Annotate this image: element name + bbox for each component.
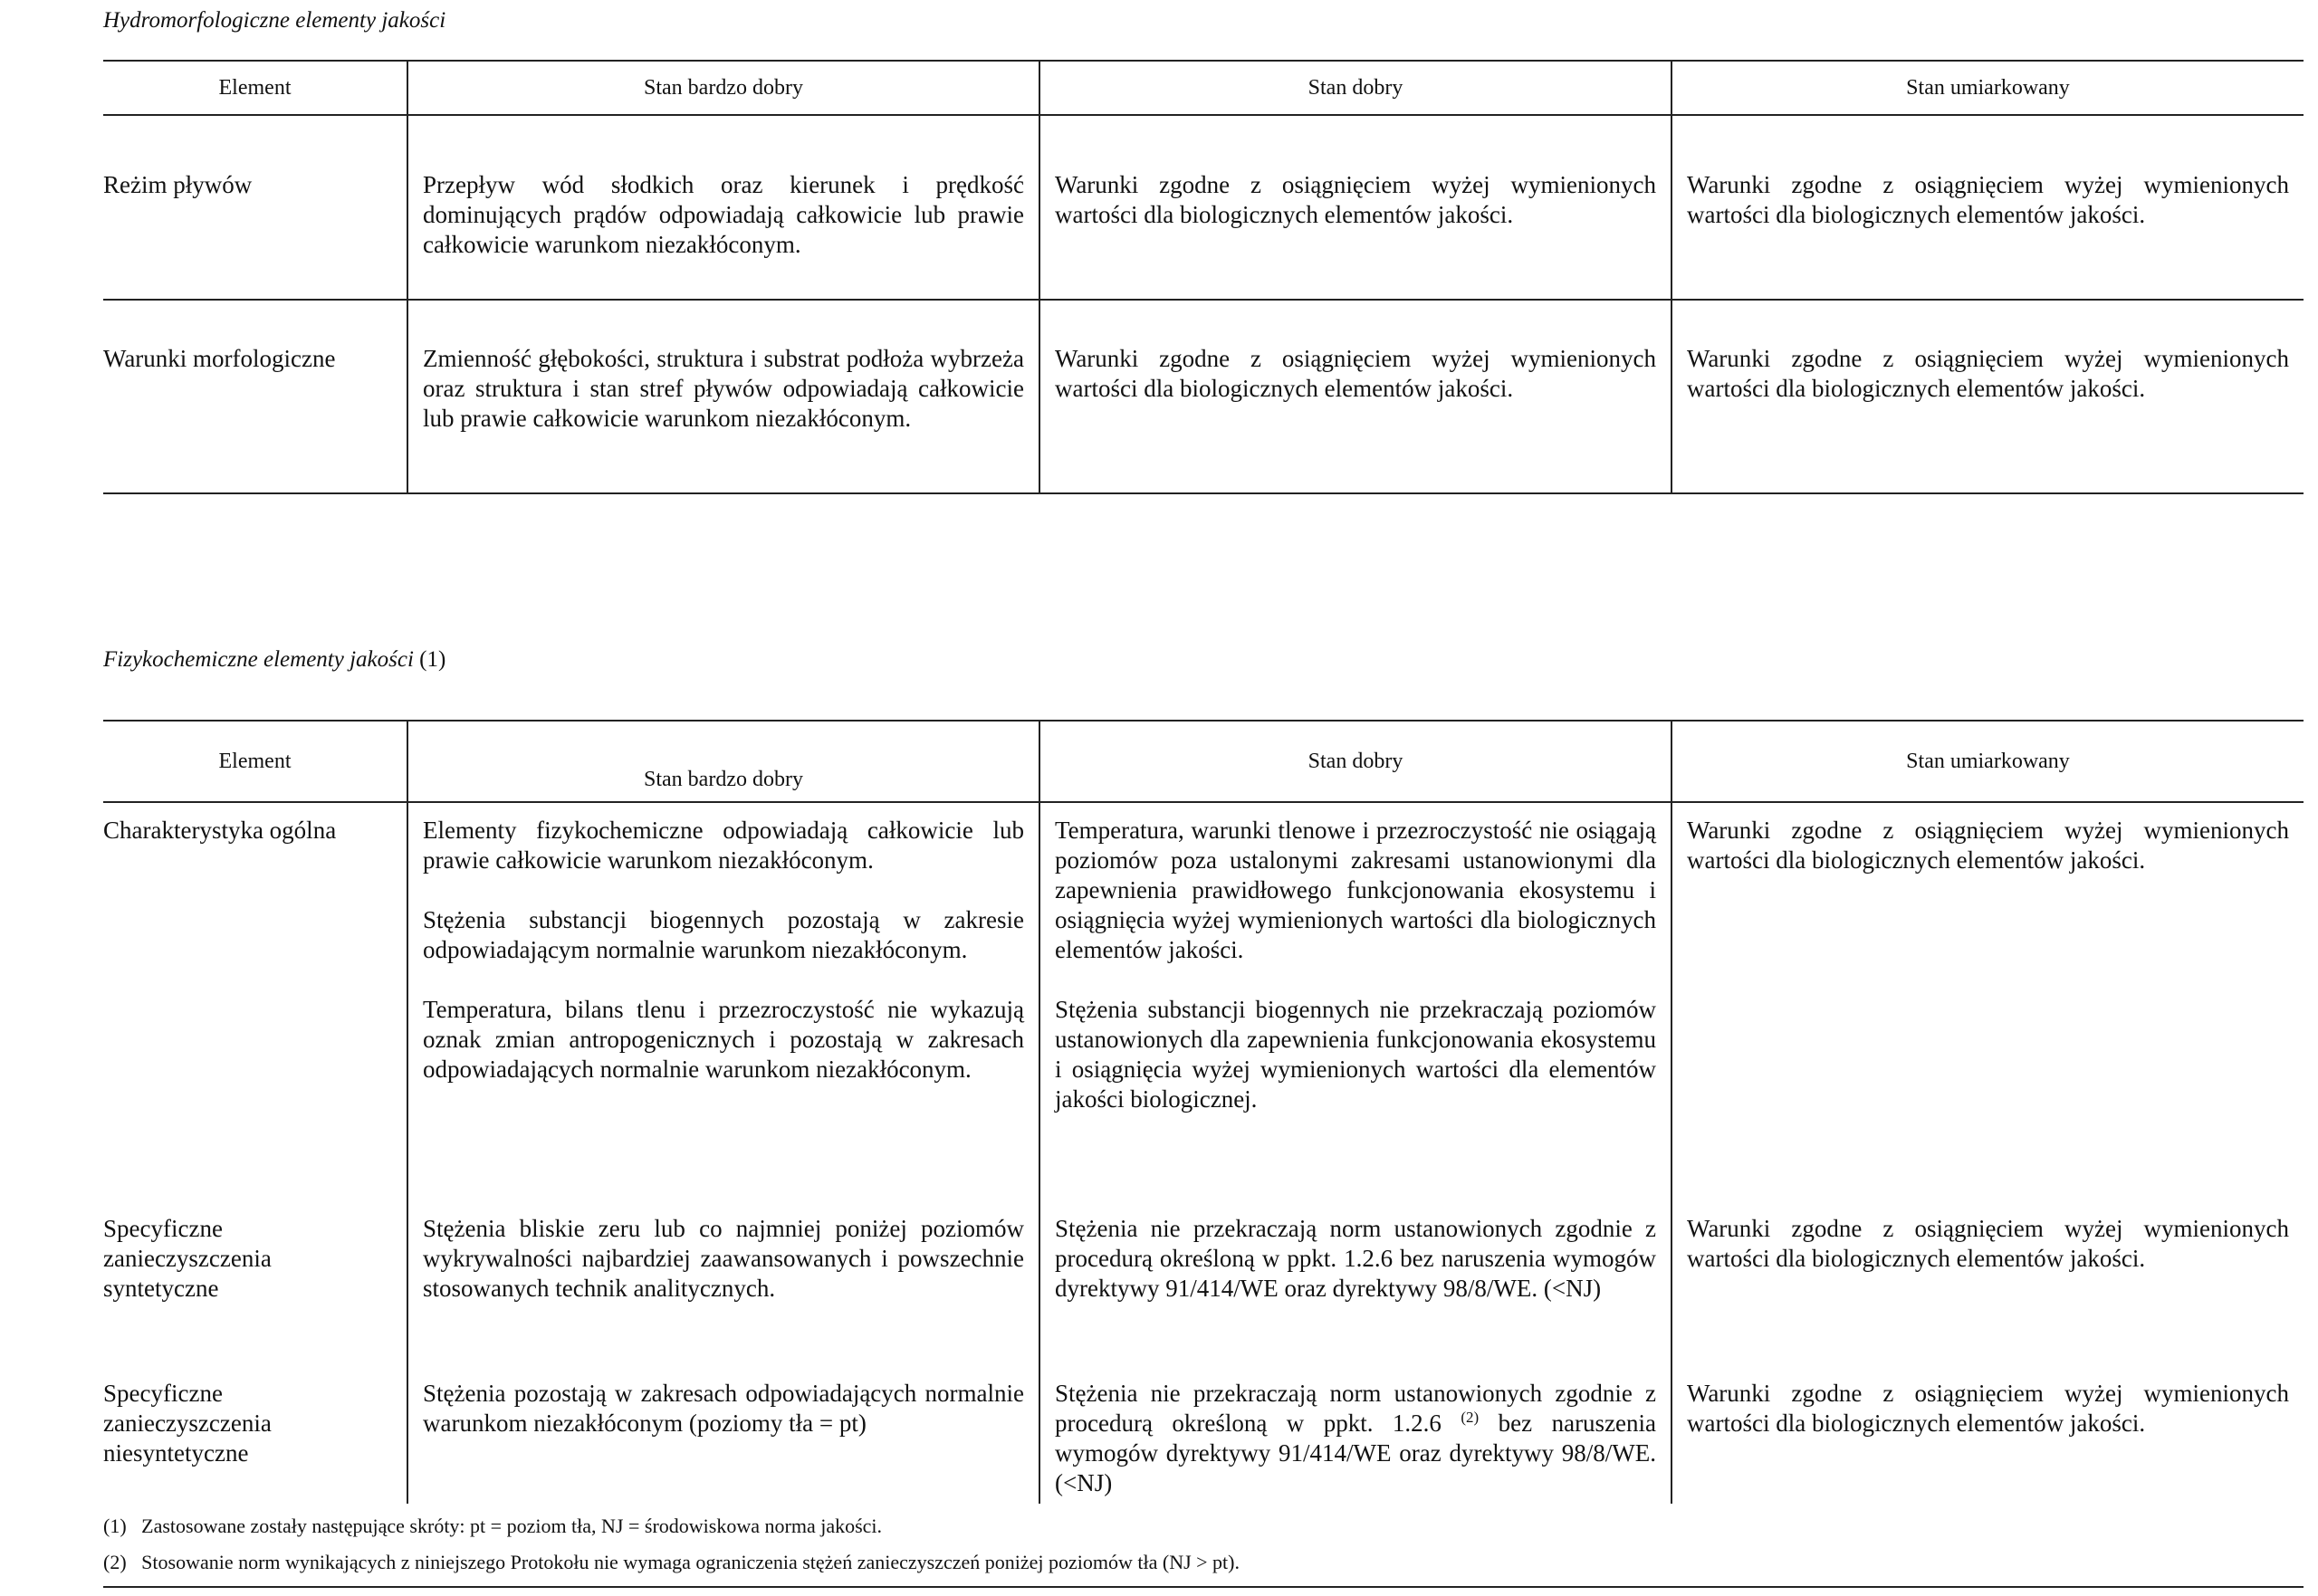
cell-moderate: Warunki zgodne z osiągnięciem wyżej wymienionych wartości dla biologicznych elementów jakości.: [1671, 115, 2304, 300]
row-element: Reżim pływów: [103, 115, 407, 300]
cell-good-text-pre: Stężenia nie przekraczają norm ustanowionych zgodnie z procedurą określoną w ppkt. 1.2.6: [1055, 1380, 1656, 1437]
paragraph: Stężenia substancji biogennych nie przekraczają poziomów ustanowionych dla zapewnienia funkcjonowania ekosystemu i osiągnięcia wyżej wymienionych wartości dla elementów jakości biologicznej.: [1055, 996, 1656, 1113]
cell-very-good: Stężenia pozostają w zakresach odpowiadających normalnie warunkom niezakłóconym (poziomy tła = pt): [407, 1379, 1039, 1504]
header-good: Stan dobry: [1039, 61, 1671, 115]
table-row: [103, 1214, 2304, 1379]
header-very-good: Stan bardzo dobry: [407, 721, 1039, 802]
paragraph: Temperatura, warunki tlenowe i przezroczystość nie osiągają poziomów poza ustalonymi zakresami ustanowionymi dla zapewnienia prawidłowego funkcjonowania ekosystemu i osiągnięcia wyżej wymienionych wartości dla biologicznych elementów jakości.: [1055, 817, 1656, 963]
cell-good-text-post: bez naruszenia wymogów dyrektywy 91/414/WE oraz dyrektywy 98/8/WE. (<NJ): [1055, 1410, 1657, 1496]
paragraph: Elementy fizykochemiczne odpowiadają całkowicie lub prawie całkowicie warunkom niezakłóconym.: [423, 817, 1024, 874]
table-row: [103, 1379, 2304, 1504]
footnote-text: Stosowanie norm wynikających z niniejszego Protokołu nie wymaga ograniczenia stężeń zanieczyszczeń poniżej poziomów tła (NJ > pt).: [141, 1551, 1240, 1573]
bottom-divider: [103, 1586, 2304, 1588]
table-row: [103, 300, 2304, 493]
row-element: Specyficzne zanieczyszczenia syntetyczne: [103, 1215, 272, 1302]
cell-moderate: Warunki zgodne z osiągnięciem wyżej wymienionych wartości dla biologicznych elementów jakości.: [1671, 1214, 2304, 1379]
table-row: [103, 115, 2304, 300]
header-element: Element: [103, 61, 407, 115]
row-element: Warunki morfologiczne: [103, 300, 407, 493]
header-moderate: Stan umiarkowany: [1671, 721, 2304, 802]
header-good: Stan dobry: [1039, 721, 1671, 802]
row-element: Charakterystyka ogólna: [103, 817, 337, 844]
table-header-row: [103, 721, 2304, 802]
table-header-row: [103, 61, 2304, 115]
cell-good: [1039, 1379, 1671, 1504]
footnote-mark: (2): [103, 1551, 127, 1573]
cell-very-good: Przepływ wód słodkich oraz kierunek i prędkość dominujących prądów odpowiadają całkowicie lub prawie całkowicie warunkom niezakłóconym.: [407, 115, 1039, 300]
cell-good: [1039, 802, 1671, 1214]
table-row: [103, 802, 2304, 1214]
cell-very-good: [407, 802, 1039, 1214]
cell-good: Warunki zgodne z osiągnięciem wyżej wymienionych wartości dla biologicznych elementów jakości.: [1039, 300, 1671, 493]
footnote-1: [103, 1513, 2304, 1540]
cell-very-good: Stężenia bliskie zeru lub co najmniej poniżej poziomów wykrywalności najbardziej zaawansowanych i powszechnie stosowanych technik analitycznych.: [407, 1214, 1039, 1379]
section-title-text: Fizykochemiczne elementy jakości: [103, 647, 414, 672]
footnote-text: Zastosowane zostały następujące skróty: pt = poziom tła, NJ = środowiskowa norma jakości.: [141, 1515, 883, 1537]
cell-moderate: Warunki zgodne z osiągnięciem wyżej wymienionych wartości dla biologicznych elementów jakości.: [1671, 802, 2304, 1214]
cell-moderate: Warunki zgodne z osiągnięciem wyżej wymienionych wartości dla biologicznych elementów jakości.: [1671, 1379, 2304, 1504]
paragraph: Stężenia substancji biogennych pozostają w zakresie odpowiadającym normalnie warunkom niezakłóconym.: [423, 906, 1024, 963]
footnote-mark: (1): [103, 1515, 127, 1537]
cell-very-good: Zmienność głębokości, struktura i substrat podłoża wybrzeża oraz struktura i stan stref pływów odpowiadają całkowicie lub prawie całkowicie warunkom niezakłóconym.: [407, 300, 1039, 493]
paragraph: Temperatura, bilans tlenu i przezroczystość nie wykazują oznak zmian antropogenicznych i pozostają w zakresach odpowiadających normalnie warunkom niezakłóconym.: [423, 996, 1024, 1083]
physicochemical-table: [103, 720, 2304, 1504]
footnotes: [103, 1513, 2304, 1585]
header-element: Element: [103, 721, 407, 802]
footnote-ref: (2): [1461, 1409, 1480, 1426]
footnote-2: [103, 1549, 2304, 1576]
section-title-footnote-ref: (1): [419, 647, 446, 672]
row-element: Specyficzne zanieczyszczenia niesyntetyczne: [103, 1380, 272, 1467]
cell-good: Warunki zgodne z osiągnięciem wyżej wymienionych wartości dla biologicznych elementów jakości.: [1039, 115, 1671, 300]
section-title-hydromorphological: Hydromorfologiczne elementy jakości: [103, 8, 446, 33]
header-moderate: Stan umiarkowany: [1671, 61, 2304, 115]
section-title-physicochemical: [103, 646, 445, 674]
header-very-good: Stan bardzo dobry: [407, 61, 1039, 115]
cell-good: Stężenia nie przekraczają norm ustanowionych zgodnie z procedurą określoną w ppkt. 1.2.6 bez naruszenia wymogów dyrektywy 91/414/WE oraz dyrektywy 98/8/WE. (<NJ): [1039, 1214, 1671, 1379]
hydromorphological-table: [103, 60, 2304, 494]
cell-moderate: Warunki zgodne z osiągnięciem wyżej wymienionych wartości dla biologicznych elementów jakości.: [1671, 300, 2304, 493]
